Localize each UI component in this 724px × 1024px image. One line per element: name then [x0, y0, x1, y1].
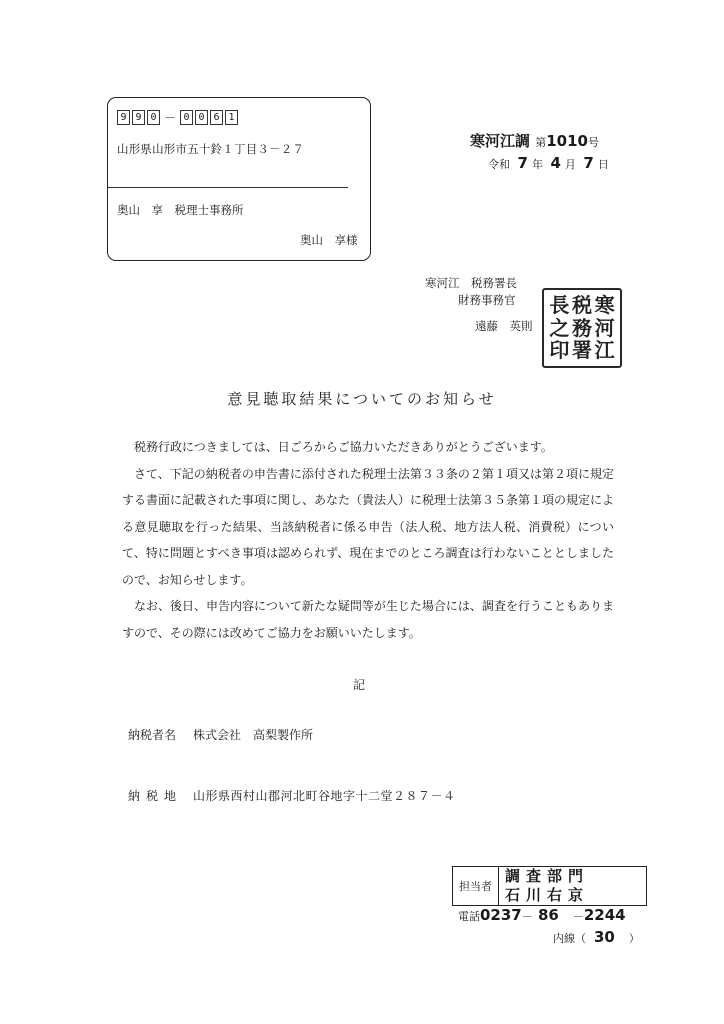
document-number — [470, 130, 599, 151]
date-day: 7 — [583, 154, 594, 172]
address-divider — [108, 187, 348, 188]
document-title: 意見聴取結果についてのお知らせ — [227, 390, 497, 408]
seal-char: 長 — [549, 293, 570, 317]
postal-digit: 0 — [180, 110, 193, 125]
document-date — [488, 154, 609, 172]
date-month-unit: 月 — [564, 158, 576, 171]
date-month: 4 — [550, 154, 561, 172]
contact-label: 担当者 — [453, 867, 499, 905]
contact-department: 調査部門 — [505, 867, 590, 885]
contact-person: 石川右京 — [505, 886, 590, 904]
date-era: 令和 — [488, 158, 510, 171]
seal-char: 寒 — [594, 293, 615, 317]
recipient-office: 奥山 享 税理士事務所 — [117, 203, 244, 217]
document-number-value: 1010 — [546, 132, 588, 150]
sender-officer-name: 遠藤 英則 — [475, 319, 533, 333]
body-paragraph: 税務行政につきましては、日ごろからご協力いただきありがとうございます。 — [134, 440, 553, 454]
phone-area: 0237 — [480, 906, 522, 924]
phone-number: 2244 — [583, 906, 626, 924]
postal-code — [117, 109, 240, 126]
note-marker: 記 — [353, 678, 366, 692]
document-body — [122, 434, 614, 646]
contact-values — [499, 867, 646, 905]
seal-char: 之 — [549, 315, 570, 340]
tax-location-value: 山形県西村山郡河北町谷地字十二堂２８７－４ — [193, 789, 456, 803]
postal-digit: 1 — [225, 110, 238, 125]
taxpayer-value: 株式会社 高梨製作所 — [193, 728, 314, 742]
seal-char: 印 — [549, 338, 570, 363]
extension-number: 30 — [594, 928, 615, 946]
phone-local: 86 — [537, 906, 559, 924]
extension-close: ） — [628, 932, 640, 945]
postal-digit: 9 — [117, 110, 130, 125]
extension-label: 内線（ — [553, 932, 586, 945]
phone-label: 電話 — [458, 910, 480, 923]
body-paragraph: なお、後日、申告内容について新たな疑問等が生じた場合には、調査を行うこともありますので、その際には改めてご協力をお願いいたします。 — [122, 599, 614, 640]
postal-digit: 6 — [210, 110, 223, 125]
postal-digit: 9 — [132, 110, 145, 125]
postal-digit: 0 — [195, 110, 208, 125]
postal-digit: 0 — [147, 110, 160, 125]
tax-location-label: 納税地 — [128, 789, 183, 803]
address-box — [107, 97, 371, 261]
document-number-label: 第 — [535, 136, 547, 149]
postal-separator: － — [164, 111, 177, 125]
recipient-name: 奥山 享様 — [300, 233, 358, 247]
phone-separator: － — [572, 910, 584, 923]
seal-char: 務 — [572, 315, 592, 340]
contact-extension — [553, 928, 640, 946]
official-seal — [542, 288, 622, 368]
body-paragraph: さて、下記の納税者の申告書に添付された税理士法第３３条の２第１項又は第２項に規定する書面に記載された事項に関し、あなた（貴法人）に税理士法第３５条第１項の規定による意見聴取を行った結果、当該納税者に係る申告（法人税、地方法人税、消費税）について、特に問題とすべき事項は認められず、現在までのところ調査は行わないこととしましたので、お知らせします。 — [122, 466, 615, 587]
taxpayer-label: 納税者名 — [128, 728, 177, 742]
phone-separator: － — [521, 910, 533, 923]
date-day-unit: 日 — [597, 158, 609, 171]
sender-office: 寒河江 税務署長 — [425, 276, 517, 290]
document-number-suffix: 号 — [588, 136, 599, 149]
date-year: 7 — [517, 154, 528, 172]
contact-phone — [458, 906, 626, 924]
seal-char: 江 — [594, 338, 615, 363]
contact-stamp — [452, 866, 647, 906]
seal-char: 河 — [594, 315, 615, 340]
document-number-prefix: 寒河江調 — [470, 132, 531, 150]
date-year-unit: 年 — [531, 158, 543, 171]
recipient-address: 山形県山形市五十鈴１丁目３－２７ — [117, 142, 305, 156]
sender-officer-title: 財務事務官 — [458, 293, 516, 307]
seal-char: 税 — [572, 293, 592, 317]
seal-char: 署 — [572, 338, 592, 363]
